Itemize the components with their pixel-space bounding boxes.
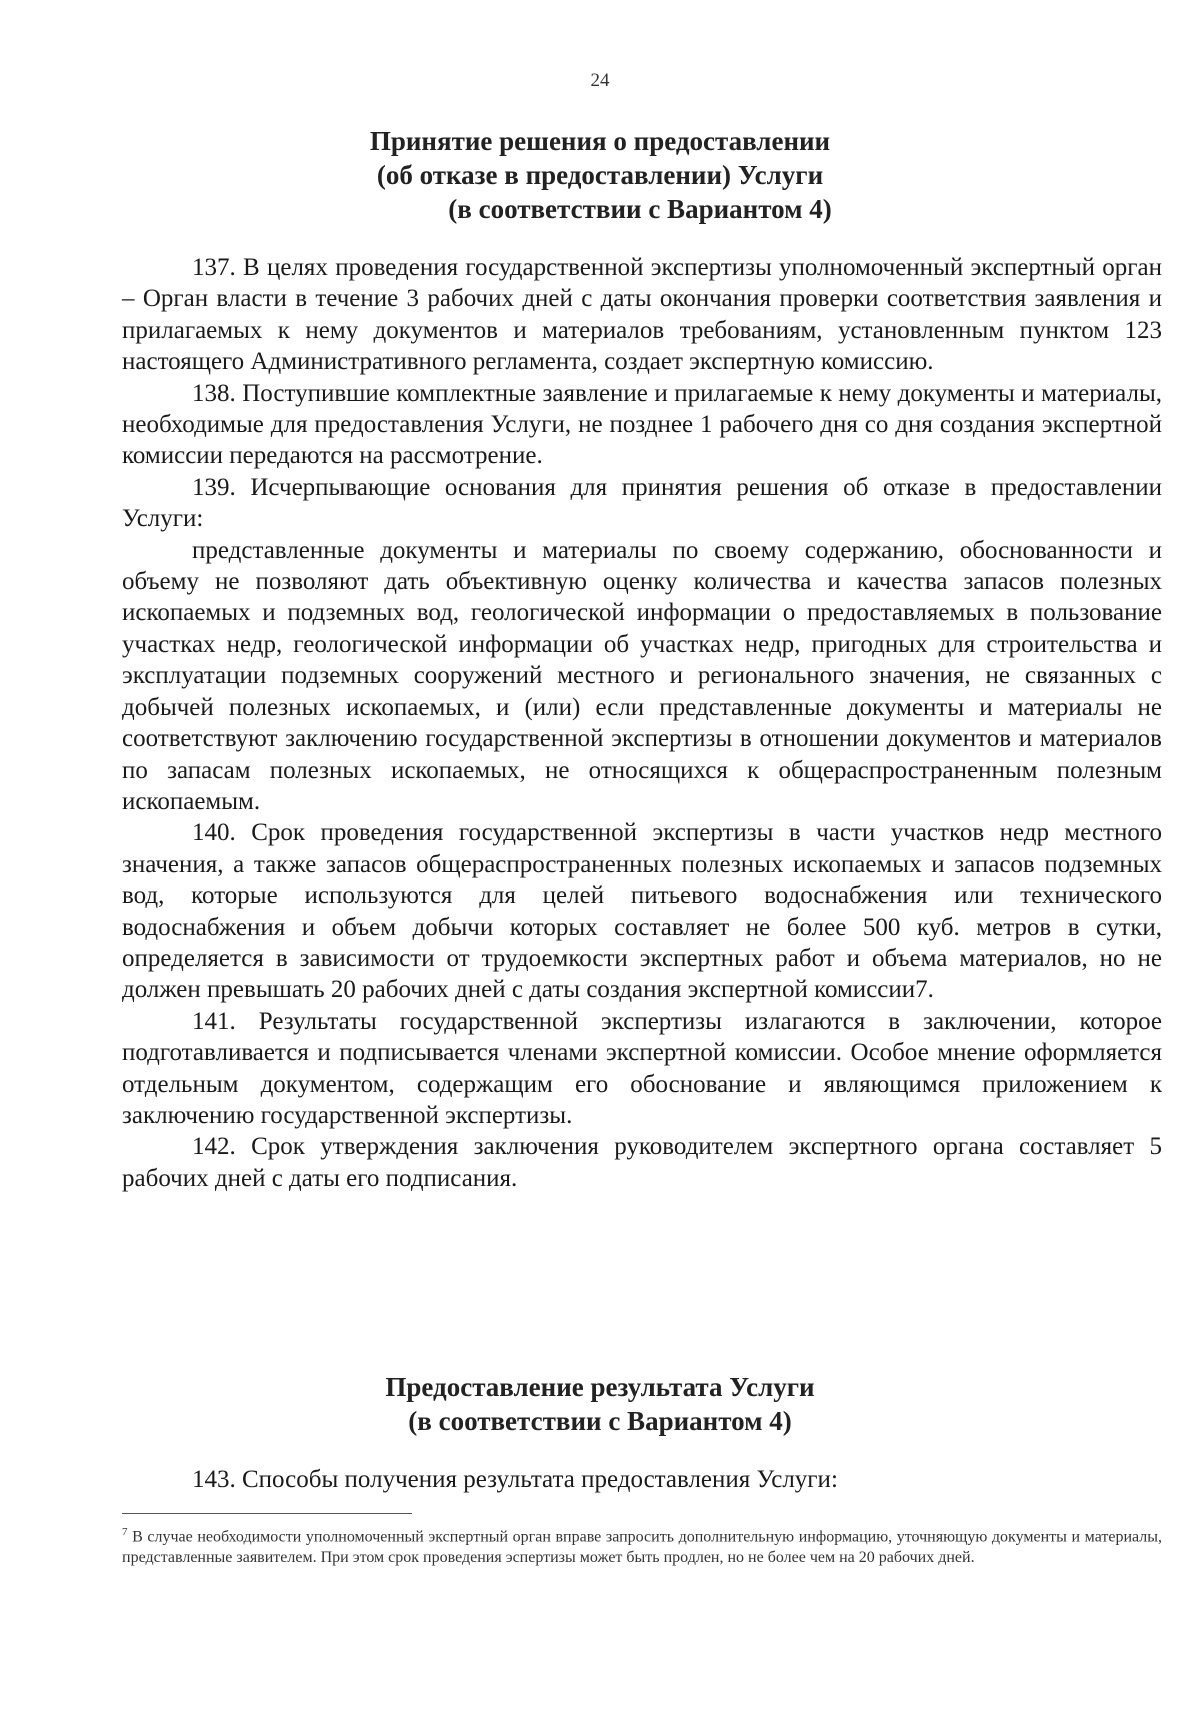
paragraph-143: 143. Способы получения результата предоставления Услуги: [192,1466,838,1493]
paragraph-141: 141. Результаты государственной экспертизы излагаются в заключении, которое подготавливается и подписывается членами экспертной комиссии. Особое мнение оформляется отдельным документом, содержащим его обоснование и являющимся приложением к заключению государственной экспертизы. [122,1007,1162,1129]
heading-line: (в соответствии с Вариантом 4) [408,1406,792,1436]
paragraph-139: 139. Исчерпывающие основания для принятия решения об отказе в предоставлении Услуги: [122,473,1162,533]
section-heading-result [0,1370,1200,1438]
paragraph-139-item: представленные документы и материалы по своему содержанию, обоснованности и объему не позволяют дать объективную оценку количества и качества запасов полезных ископаемых и подземных вод, геологической информации о предоставляемых в пользование участках недр, геологической информации об участках недр, пригодных для строительства и эксплуатации подземных сооружений местного и регионального значения, не связанных с добычей полезных ископаемых, и (или) если представленные документы и материалы не соответствуют заключению государственной экспертизы в отношении документов и материалов по запасам полезных ископаемых, не относящихся к общераспространенным полезным ископаемым. [122,536,1162,815]
paragraph-137: 137. В целях проведения государственной экспертизы уполномоченный экспертный орган – Орган власти в течение 3 рабочих дней с даты окончания проверки соответствия заявления и прилагаемых к нему документов и материалов требованиям, установленным пунктом 123 настоящего Административного регламента, создает экспертную комиссию. [122,254,1162,376]
paragraph-140: 140. Срок проведения государственной экспертизы в части участков недр местного значения, а также запасов общераспространенных полезных ископаемых и запасов подземных вод, которые используются для целей питьевого водоснабжения или технического водоснабжения и объем добычи которых составляет не более 500 куб. метров в сутки, определяется в зависимости от трудоемкости экспертных работ и объема материалов, но не должен превышать 20 рабочих дней с даты создания экспертной комиссии7. [122,819,1162,1004]
heading-line: Предоставление результата Услуги [385,1372,815,1402]
paragraph-142: 142. Срок утверждения заключения руководителем экспертного органа составляет 5 рабочих дней с даты его подписания. [122,1133,1162,1192]
page-number: 24 [590,70,610,91]
footnote-marker: 7 [122,1526,128,1538]
footnote-divider [122,1513,412,1514]
footnote [122,1522,1162,1568]
heading-line: Принятие решения о предоставлении [369,126,831,156]
document-body [122,252,1162,1194]
paragraph-138: 138. Поступившие комплектные заявление и прилагаемые к нему документы и материалы, необходимые для предоставления Услуги, не позднее 1 рабочего дня со дня создания экспертной комиссии передаются на рассмотрение. [122,379,1162,470]
section-heading-decision [0,124,1200,226]
footnote-text: В случае необходимости уполномоченный экспертный орган вправе запросить дополнительную информацию, уточняющую документы и материалы, представленные заявителем. При этом срок проведения эспертизы может быть продлен, но не более чем на 20 рабочих дней. [122,1528,1163,1567]
heading-line: (в соответствии с Вариантом 4) [448,194,832,224]
heading-line: (об отказе в предоставлении) Услуги [376,160,824,190]
